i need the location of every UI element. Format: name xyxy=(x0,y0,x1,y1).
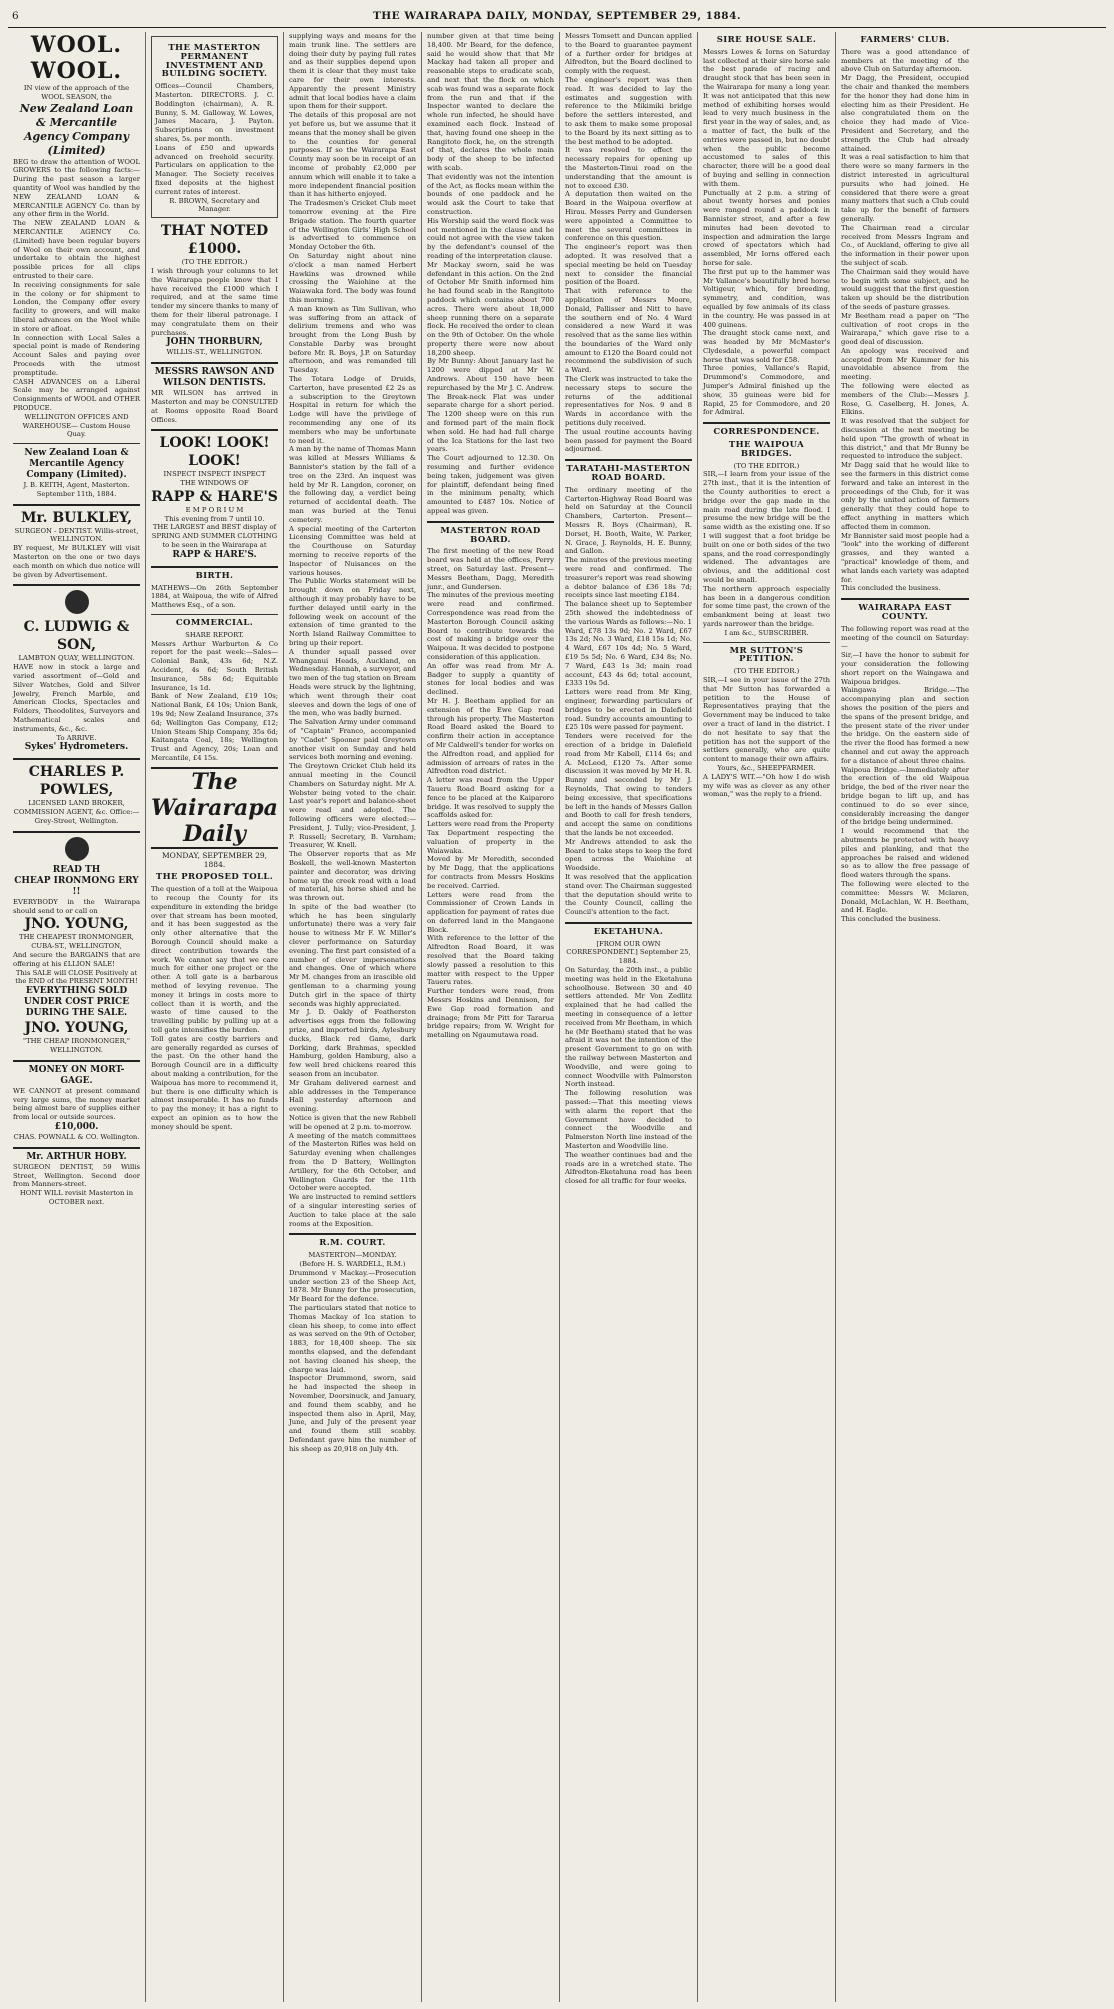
powles-title: CHARLES P. POWLES, xyxy=(28,764,125,799)
column-4: number given at that time being 18,400. Mr Beard, for the defence, said he would show that that Mr Mackay had taken all proper and reasonable steps to eradicate scab, and next that the flock on which scab was found was a separate flock from the run and that if the Inspector wanted to declare the whole run infected, he should have examined each flock. Instead of that, having found one sheep in the Rangitoto flock, he, on the strength of that, declares the whole main body of the sheep to be infected with scab. That evidently was not the intention of the Act, as flocks mean within the bounds of one paddock and he would ask the Court to take that construction. His Worship said the word flock was not mentioned in the clause and he could not agree with the view taken by the defendant's counsel of the reading of the interpretation clause. Mr Mackay sworn, said he was defendant in this action. On the 2nd of October Mr Smith informed him he had found scab in the Rangitoto paddock which contains about 700 acres. There were about 18,000 sheep running there on a separate flock. He received the order to clean on the 9th of October. On the whole property there were now about 18,200 sheep. By Mr Bunny: About January last he 1200 were dipped at Mr W. Andrews. About 150 have been repurchased by the Mr J. C. Andrew. The Break-neck Flat was under separate charge for a short period. The 1200 sheep were on this run and formed part of the main flock when sold. He had had full charge of the Ica Stations for the last two years. The Court adjourned to 12.30. On resuming and further evidence being taken, judgement was given for plaintiff, defendant being fined in the minimum penalty, which amounted to £487 10s. Notice of appeal was given. MASTERTON ROAD BOARD. The first meeting of the new Road board was held at the offices, Perry street, on Saturday last. Present—Messrs Beetham, Dagg, Meredith junr., and Gundersen. The minutes of the previous meeting were read and confirmed. Correspondence was read from the Masterton Borough Council asking Board to contribute towards the cost of making a bridge over the Waipoua. It was decided to postpone consideration of this application. An offer was read from Mr A. Badger to supply a quantity of stones for local bodies and was declined. Mr H. J. Beetham applied for an extension of the Ewe Gap road through his property. The Masterton Road Board asked the Board to confirm their action in acceptance of Mr Caldwell's tender for works on the Alfredton road, and applied for admission of arrears of rates in the Alfredton road district. A letter was read from the Upper Taueru Road Board asking for a fence to be placed at the Kaiparoro bridge. It was resolved to supply the scaffolds asked for. Letters were read from the Property Tax Department respecting the valuation of property in the Waiawaka. Moved by Mr Meredith, seconded by Mr Dagg, that the applications for contracts from Messrs Hoskins be received. Carried. Letters were read from the Commissioner of Crown Lands in application for payment of rates due on deferred land in the Mangaone Block. With reference to the letter of the Alfredton Road Board, it was resolved that the Board taking slowly passed a resolution to this matter with respect to the Upper Taueru rates. Further tenders were read, from Messrs Hoskins and Dennison, for Ewe Gap road formation and drainage; from Mr Pitt for Tararua bridge repairs; from W. Wright for metalling on Ngaumutawa road. xyxy=(422,32,560,2002)
display-line: THE LARGEST and BEST display of SPRING AND SUMMER CLOTHING to be seen in the Wairarapa at xyxy=(151,523,278,550)
farmers-heading: FARMERS' CLUB. xyxy=(860,35,950,45)
society-title: THE MASTERTON PERMANENT INVESTMENT AND BUILDING SOCIETY. xyxy=(161,43,268,80)
sire-heading: SIRE HOUSE SALE. xyxy=(716,35,817,45)
shares-body: Messrs Arthur Warburton & Co report for the past week:—Sales—Colonial Bank, 43s 6d; N.Z. Accident, 4s 6d; South British Insurance, 58s 6d; Equitable Insurance, 1s 1d. xyxy=(151,639,278,692)
ludwig-emblem-icon xyxy=(65,590,89,614)
powles-sub: LICENSED LAND BROKER, COMMISSION AGENT, &c. Office:—Grey-Street, Wellington. xyxy=(13,799,140,826)
rapp-title: RAPP & HARE'S xyxy=(151,488,278,505)
newspaper-flag: The Wairarapa Daily xyxy=(151,768,278,847)
to-editor-6: (TO THE EDITOR.) xyxy=(733,461,800,470)
thorburn-title: JOHN THORBURN, xyxy=(166,337,263,348)
column-2: THE MASTERTON PERMANENT INVESTMENT AND BUILDING SOCIETY. Offices—Council Chambers, Masterton. DIRECTORS. J. C. Boddington (chairman), A. R. Bunny, S. M. Galloway, W. Lowes, James Macara, J. Payton. Subscriptions on investment shares, 5s. per month. Loans of £50 and upwards advanced on freehold security. Particulars on application to the Manager. The Society receives fixed deposits at the highest current rates of interest. R. BROWN, Secretary and Manager. THAT NOTED £1000. (TO THE EDITOR.) I wish through your columns to let the Wairarapa people know that I have received the £1000 which I required, and at the same time tender my sincere thanks to many of them for their liberal patronage. I may congratulate them on their purchases. JOHN THORBURN, WILLIS-ST., WELLINGTON. MESSRS RAWSON AND WILSON DENTISTS. MR WILSON has arrived in Masterton and may be CONSULTED at Rooms opposite Road Board Offices. LOOK! LOOK! LOOK! INSPECT INSPECT INSPECT THE WINDOWS OF RAPP & HARE'S E M P O R I U M This evening from 7 until 10. THE LARGEST and BEST display of SPRING AND SUMMER CLOTHING to be seen in the Wairarapa at RAPP & HARE'S. BIRTH. MATHEWS—On 26th September 1884, at Waipoua, the wife of Alfred Matthews Esq., of a son. COMMERCIAL. SHARE REPORT. Messrs Arthur Warburton & Co report for the past week:—Sales—Colonial Bank, 43s 6d; N.Z. Accident, 4s 6d; South British Insurance, 58s 6d; Equitable Insurance, 1s 1d. Bank of New Zealand, £19 10s; National Bank, £4 10s; Union Bank, 19s 9d; New Zealand Insurance, 37s 6d; Wellington Gas Company, £12; Union Steam Ship Company, 35s 6d; Kaitangata Coal, 18s; Wellington Trust and Agency, 20s; Loan and Mercantile, £4 15s. The Wairarapa Daily MONDAY, SEPTEMBER 29, 1884. THE PROPOSED TOLL. The question of a toll at the Waipoua to recoup the County for its expenditure in extending the bridge over that stream has been mooted, and it has been suggested as the only other alternative that the Borough Council should make a direct contribution towards the work. We cannot say that we care much for either one project or the other. A toll gate is a barbarous method of levying revenue. The money it brings in costs more to collect than it is worth, and the waste of time caused to the travelling public by pulling up at a toll gate intensifies the burden. Toll gates are costly barriers and are generally regarded as curses of the past. On the other hand the Borough Council are in a difficulty about making a contribution, for the Waipoua has more to recommend it, but there is one difficulty which is almost insuperable. It has no funds to pay the money; it has a right to expect an opinion as to how the money should be spent. xyxy=(146,32,284,2002)
rapp2-title: RAPP & HARE'S. xyxy=(172,549,257,560)
birth-body: MATHEWS—On 26th September 1884, at Waipoua, the wife of Alfred Matthews Esq., of a son. xyxy=(151,583,278,610)
correspondence-heading: CORRESPONDENCE. xyxy=(713,427,820,438)
rawson-title: MESSRS RAWSON AND WILSON DENTISTS. xyxy=(154,367,275,389)
road-heading: MASTERTON ROAD BOARD. xyxy=(440,525,541,545)
rm-before: (Before H. S. WARDELL, R.M.) xyxy=(299,1259,406,1268)
emporium-line: E M P O R I U M xyxy=(185,505,244,514)
columns xyxy=(8,32,1106,2002)
page-title: THE WAIRARAPA DAILY, MONDAY, SEPTEMBER 29, 1884. xyxy=(372,10,742,22)
ludwig-title: C. LUDWIG & SON, xyxy=(23,619,130,654)
read-emblem-icon xyxy=(65,837,89,861)
windows-line: THE WINDOWS OF xyxy=(180,479,249,488)
wool-intro: IN view of the approach of the WOOL SEASON, the xyxy=(23,84,130,101)
to-editor: (TO THE EDITOR.) xyxy=(181,258,248,267)
dateline: MONDAY, SEPTEMBER 29, 1884. xyxy=(161,850,268,869)
young-sale: EVERYTHING SOLD UNDER COST PRICE DURING THE SALE. xyxy=(23,986,130,1019)
column-3: supplying ways and means for the main trunk line. The settlers are doing their duty by paying full rates and as their supplies depend upon them it is clear that they must take care for their own interests. Apparently the present Ministry admit that local bodies have a claim upon them for their support. The details of this proposal are not yet before us, but we assume that it means that the money shall be given to the counties for general purposes. If so the Wairarapa East County may soon be in receipt of an income of probably £2,000 per annum which will enable it to take a more independent financial position than it has hitherto enjoyed. The Tradesmen's Cricket Club meet tomorrow evening at the Fire Brigade station. The fourth quarter of the Wellington Girls' High School is advertised to commence on Monday October the 6th. On Saturday night about nine o'clock a man named Herbert Hawkins was drowned while crossing the Waiohine at the Waiawaka ford. The body was found this morning. A man known as Tim Sullivan, who was suffering from an attack of delirium tremens and who was brought from the Long Bush by Constable Darby was brought before Mr. R. Boys, J.P. on Saturday afternoon, and was remanded till Tuesday. The Totara Lodge of Druids, Carterton, have presented £2 2s as a subscription to the Greytown Hospital in return for which the Lodge will have the privilege of recommending any one of its members who may be unfortunate to need it. A man by the name of Thomas Mann was killed at Messrs Williams & Bannister's station by the fall of a tree on the 23rd. An inquest was held by Mr R. Langdon, coroner, on the following day, a verdict being returned of accidental death. The man was buried at the Tenui cemetery. A special meeting of the Carterton Licensing Committee was held at the Courthouse on Saturday morning to receive reports of the Inspector of Nuisances on the various houses. The Public Works statement will be brought down on Friday next, although it may probably have to be further delayed until early in the following week on account of the extension of time granted to the North Island Railway Committee to bring up their report. A thunder squall passed over Whanganui Heads, Auckland, on Wednesday. Hannah, a surveyor, and two men of the tug station on Bream Heads were struck by the lightning, which went through their coat sleeves and down the legs of one of the men, who was badly burned. The Salvation Army under command of "Captain" Franco, accompanied by "Cadet" Spooner paid Greytown another visit on Sunday and held services both morning and evening. The Greytown Cricket Club held its annual meeting in the Council Chambers on Saturday night. Mr A. Webster being voted to the chair. Last year's report and balance-sheet were read and adopted. The following officers were elected:—President, J. Tully; vice-President, J. P. Russell; Secretary, B. Varnham; Treasurer, W. Knell. The Observer reports that as Mr Boskell, the well-known Masterton painter and decorator, was driving home up the creek road with a load of material, his horse shied and he was thrown out. In spite of the bad weather (to which he has been singularly unfortunate) there was a very fair house to witness Mr F. W. Miller's clever performance on Saturday evening. The first part consisted of a number of clever impersonations and changes. One of which where Mr M. changes from an irascible old gentleman to a charming young Dutch girl in the space of thirty seconds was highly appreciated. Mr J. D. Oakly of Featherston advertises eggs from the following prize, and imported birds, Aylesbury ducks, Black red Game, dark Dorking, dark Brahmas, speckled Hamburg, golden Hamburg, also a few well bred chickens reared this season from an incubator. Mr Graham delivered earnest and able addresses in the Temperance Hall yesterday afternoon and evening. Notice is given that the new Rebbell will be opened at 2 p.m. to-morrow. A meeting of the match committees of the Masterton Rifles was held on Saturday evening when challenges from the D Battery, Wellington Artillery, for the 6th October, and Wellington Guards for the 11th October were accepted. We are instructed to remind settlers of a singular interesting series of Auction to take place at the sale rooms at the Exposition. R.M. COURT. MASTERTON—MONDAY. (Before H. S. WARDELL, R.M.) Drummond v Mackay.—Prosecution under section 23 of the Sheep Act, 1878. Mr Bunny for the prosecution, Mr Beard for the defence. The particulars stated that notice to Thomas Mackay of Ica station to clean his sheep, to come into effect as was served on the 9th of October, 1883, for 18,400 sheep. The six months elapsed, and the defendant not having cleaned his sheep, the charge was laid. Inspector Drummond, sworn, said he had inspected the sheep in November, Doorsinuck, and January, and found them scabby, and he inspected them also in April, May, June, and July of the present year and found them still scabby. Defendant gave him the number of his sheep as 20,918 on July 4th. xyxy=(284,32,422,2002)
rm-heading: R.M. COURT. xyxy=(319,1238,386,1249)
to-editor-6b: (TO THE EDITOR.) xyxy=(733,667,800,676)
road2-heading: TARATAHI-MASTERTON ROAD BOARD. xyxy=(566,464,691,484)
secretary: R. BROWN, Secretary and Manager. xyxy=(169,196,260,214)
page-number: 6 xyxy=(12,10,20,22)
commercial-heading: COMMERCIAL. xyxy=(175,618,254,629)
bulkley-title: Mr. BULKLEY, xyxy=(21,509,132,526)
readth-title: READ TH xyxy=(52,864,101,875)
sykes-title: Sykes' Hydrometers. xyxy=(24,742,129,753)
toll-heading: THE PROPOSED TOLL. xyxy=(155,872,274,883)
company-name: New Zealand Loan & Mercantile Agency Company (Limited) xyxy=(19,101,134,157)
sutton-heading: MR SUTTON'S PETITION. xyxy=(729,645,804,665)
inspect-line: INSPECT INSPECT INSPECT xyxy=(163,470,266,479)
signed-1: I am &c., SUBSCRIBER. xyxy=(724,628,809,637)
society-body: Offices—Council Chambers, Masterton. DIRECTORS. J. C. Boddington (chairman), A. R. Bunny, S. M. Galloway, W. Lowes, James Macara, J. Payton. Subscriptions on investment shares, 5s. per month. xyxy=(155,82,274,143)
wool-ad-title: WOOL. WOOL. xyxy=(30,32,123,84)
waipoua-heading: THE WAIPOUA BRIDGES. xyxy=(728,440,805,459)
birth-heading: BIRTH. xyxy=(195,570,234,581)
company-body: BEG to draw the attention of WOOL GROWERS to the following facts:— During the past season a larger quantity of Wool was handled by the NEW ZEALAND LOAN & MERCANTILE AGENCY Co. than by any other firm in the World. xyxy=(13,157,140,219)
column-6: SIRE HOUSE SALE. Messrs Lowes & Iorns on Saturday last collected at their sire horse sale the best parade of racing and draught stock that has been seen in the Wairarapa for many a long year. It was not anticipated that this new method of exhibiting horses would lead to very much business in the first year in the way of sales, and, as a matter of fact, the bulk of the entries were passed in, but no doubt when the public become accustomed to sales of this character, there will be a good deal of buying and selling in connection with them. Punctually at 2 p.m. a string of about twenty horses and ponies were ranged round a paddock in Bannister street, and after a few minutes had been devoted to inspection and admiration the large crowd of spectators which had assembled, Mr Iorns offered each horse for sale. The first put up to the hammer was Mr Vallance's beautifully bred horse Voltigeur, which, for breeding, symmetry, and condition, was equalled by few animals of its class in the country. He was passed in at 400 guineas. The draught stock came next, and was headed by Mr McMaster's Clydesdale, a powerful compact horse that was sold for £58. Three ponies, Vallance's Rapid, Drummond's Commodore, and Jumper's Admiral finished up the show, 35 guineas were bid for Rapid, 25 for Commodore, and 20 for Admiral. CORRESPONDENCE. THE WAIPOUA BRIDGES. (TO THE EDITOR.) SIR,—I learn from your issue of the 27th inst., that it is the intention of the County authorities to erect a bridge over the gap made in the main road during the late flood. I presume the new bridge will be the same width as the existing one. If so I will suggest that a foot bridge be built on one or both sides of the two spans, and the road correspondingly widened. The advantages are obvious, and the additional cost would be small. The northern approach especially has been in a dangerous condition for some time past, the crown of the embankment being at least two yards narrower than the bridge. I am &c., SUBSCRIBER. MR SUTTON'S PETITION. (TO THE EDITOR.) SIR,—I see in your issue of the 27th that Mr Sutton has forwarded a petition to the House of Representatives praying that the Government may be induced to take over a tract of land in the district. I do not hesitate to say that the petition has not the support of the settlers generally, who are quite content to manage their own affairs. Yours, &c., SHEEPFARMER. A LADY'S WIT.—"Oh how I do wish my wife was as clever as any other woman," was the reply to a friend. xyxy=(698,32,836,2002)
bulkley-sub: SURGEON - DENTIST. Willis-street, WELLINGTON. xyxy=(14,526,139,544)
money-amount: £10,000. xyxy=(54,1121,99,1132)
agent-line: J. B. KEITH, Agent, Masterton. xyxy=(23,481,130,490)
evening-line: This evening from 7 until 10. xyxy=(164,514,265,523)
nz-loan-title: New Zealand Loan & Mercantile Agency Company (Limited). xyxy=(24,448,129,481)
east-county-heading: WAIRARAPA EAST COUNTY. xyxy=(858,603,952,622)
hoby-sub: HONT WILL revisit Masterton in OCTOBER next. xyxy=(19,1189,134,1206)
young2-title: JNO. YOUNG, xyxy=(24,1020,129,1037)
shares-heading: SHARE REPORT. xyxy=(185,630,244,639)
column-1: WOOL. WOOL. IN view of the approach of the WOOL SEASON, the New Zealand Loan & Mercantile Agency Company (Limited) BEG to draw the attention of WOOL GROWERS to the following facts:— During the past season a larger quantity of Wool was handled by the NEW ZEALAND LOAN & MERCANTILE AGENCY Co. than by any other firm in the World. The NEW ZEALAND LOAN & MERCANTILE AGENCY Co. (Limited) have been regular buyers of Wool on their own account, and undertake to obtain the highest possible prices for all clips entrusted to their care. In receiving consignments for sale in the colony or for shipment to London, the Company offer every facility to growers, and will make liberal advances on the Wool while in store or afloat. In connection with Local Sales a special point is made of Rendering Account Sales and paying over Proceeds with the utmost promptitude. CASH ADVANCES on a Liberal Scale may be arranged against Consignments of WOOL and OTHER PRODUCE. WELLINGTON OFFICES AND WAREHOUSE— Custom House Quay. New Zealand Loan & Mercantile Agency Company (Limited). J. B. KEITH, Agent, Masterton. September 11th, 1884. Mr. BULKLEY, SURGEON - DENTIST. Willis-street, WELLINGTON. BY request, Mr BULKLEY will visit Masterton on the one or two days each month on which due notice will be given by Advertisement. C. LUDWIG & SON, LAMBTON QUAY, WELLINGTON. HAVE now in stock a large and varied assortment of—Gold and Silver Watches, Gold and Silver Jewelry, French Marble, and American Clocks, Spectacles and Folders, Theodolites, Surveyors and Mathematical scales and instruments, &c., &c. To ARRIVE. Sykes' Hydrometers. CHARLES P. POWLES, LICENSED LAND BROKER, COMMISSION AGENT, &c. Office:—Grey-Street, Wellington. READ TH CHEAP IRONMONG ERY !! EVERYBODY in the Wairarapa should send to or call on JNO. YOUNG, THE CHEAPEST IRONMONGER, CUBA-ST., WELLINGTON, And secure the BARGAINS that are offering at his £LLION SALE! This SALE will CLOSE Positively at the END of the PRESENT MONTH! EVERYTHING SOLD UNDER COST PRICE DURING THE SALE. JNO. YOUNG, "THE CHEAP IRONMONGER," WELLINGTON. MONEY ON MORT-GAGE. WE CANNOT at present command very large sums, the money market being almost bare of supplies either from local or outside sources. £10,000. CHAS. POWNALL & CO. Wellington. Mr. ARTHUR HOBY. SURGEON DENTIST, 59 Willis Street, Wellington. Second door from Manners-street. HONT WILL revisit Masterton in OCTOBER next. xyxy=(8,32,146,2002)
correspondent-line: [FROM OUR OWN CORRESPONDENT.] September 25, 1884. xyxy=(566,939,691,966)
road-body: The first meeting of the new Road board was held at the offices, Perry street, on Saturday last. Present—Messrs Beetham, Dagg, Meredith junr., and Gundersen. xyxy=(427,547,554,591)
eketahuna-heading: EKETAHUNA. xyxy=(593,926,664,937)
rm-sub: MASTERTON—MONDAY. xyxy=(308,1251,397,1260)
column-5: Messrs Tomsett and Duncan applied to the Board to guarantee payment of a further order for bridges at Alfredton, but the Board declined to comply with the request. The engineer's report was then read. It was decided to lay the estimates and suggestion with reference to the Mikimiki bridge before the settlers interested, and to ask them to make some proposal to the Board by its next sitting as to the best method to be adopted. It was resolved to effect the necessary repairs for opening up the Masterton-Tinui road on the understanding that the amount is not to exceed £30. A deputation then waited on the Board in the Waipoua overflow at Hirau. Messrs Perry and Gundersen were appointed a Committee to meet the several committees in conference on this question. The engineer's report was then adopted. It was resolved that a special meeting be held on Tuesday next to consider the financial position of the Board. That with reference to the application of Messrs Moore, Donald, Pallisser and Nitt to have the southern end of No. 4 Ward considered a new Ward it was resolved that as the same lies within the boundaries of the Ward only amount to £120 the Board could not recommend the subdivision of such a Ward. The Clerk was instructed to take the necessary steps to secure the returns of the additional representatives for Nos. 9 and 8 Wards in accordance with the petitions duly received. The usual routine accounts having been passed for payment the Board adjourned. TARATAHI-MASTERTON ROAD BOARD. The ordinary meeting of the Carterton-Highway Road Board was held on Saturday at the Council Chambers, Carterton. Present—Messrs R. Boys (Chairman), R. Dorset, H. Booth, Waite, W. Parker, N. Grace, J. Reynolds, H. E. Bunny, and Gallon. The minutes of the previous meeting were read and confirmed. The treasurer's report was read showing a debtor balance of £36 18s 7d; receipts since last meeting £184. The balance sheet up to September 25th showed the indebtedness of the various Wards as follows:—No. 1 Ward, £78 13s 9d; No. 2 Ward, £67 13s 2d; No. 3 Ward, £18 15s 1d; No. 4 Ward, £67 10s 4d; No. 5 Ward, £19 5s 5d; No. 6 Ward, £34 8s; No. 7 Ward, £43 1s 3d; main road account, £43 4s 6d; total account, £333 19s 5d. Letters were read from Mr King, engineer, forwarding particulars of bridges to be erected in Dalefield road. Sundry accounts amounting to £25 10s were passed for payment. Tenders were received for the erection of a bridge in Dalefield road from Mr Kabell, £114 6s; and A. McLeod, £120 7s. After some discussion it was moved by Mr H. R. Bunny and seconded by Mr J. Reynolds, That owing to tenders being excessive, that specifications be left in the hands of Messrs Gallon and Booth to call for fresh tenders, and accept the same on conditions that the lands be not exceeded. Mr Andrews attended to ask the Board to take steps to keep the ford open across the Waiohine at Woodside. It was resolved that the application stand over. The Chairman suggested that the deputation should write to the County Council, calling the Council's attention to the fact. EKETAHUNA. [FROM OUR OWN CORRESPONDENT.] September 25, 1884. On Saturday, the 20th inst., a public meeting was held in the Eketahuna schoolhouse. Between 30 and 40 settlers attended. Mr Von Zedlitz explained that he had called the meeting in consequence of a letter received from Mr Beetham, in which he (Mr Beetham) stated that he was afraid it was not the intention of the present Government to go on with the railway between Masterton and Woodville, and were going to connect Woodville with Palmerston North instead. The following resolution was passed:—That this meeting views with alarm the report that the Government have decided to connect the Woodville and Palmerston North line instead of the Masterton and Woodville line. The weather continues bad and the roads are in a wretched state. The Alfredton-Eketahuna road has been closed for all traffic for four weeks. xyxy=(560,32,698,2002)
cheap-title: CHEAP IRONMONG ERY !! xyxy=(14,875,139,897)
young-sub: THE CHEAPEST IRONMONGER, CUBA-ST., WELLINGTON, xyxy=(19,933,134,951)
masthead xyxy=(8,6,1106,28)
noted-title: THAT NOTED £1000. xyxy=(160,223,269,258)
column-7: FARMERS' CLUB. There was a good attendance of members at the meeting of the above Club on Saturday afternoon. Mr Dagg, the President, occupied the chair and thanked the members for the honor they had done him in electing him as their President. He also congratulated them on the choice they had made of Vice-President and Secretary, and the strength the Club had already attained. It was a real satisfaction to him that there were so many farmers in the district interested in agricultural pursuits who had joined. He considered that there were a great many matters that such a Club could take up for the benefit of farmers generally. The Chairman read a circular received from Messrs Ingram and Co., of Auckland, offering to give all the information in their power upon the subject of scab. The Chairman said they would have to begin with some subject, and he would suggest that the first question taken up should be the distribution of the seeds of pasture grasses. Mr Beetham read a paper on "The cultivation of root crops in the Wairarapa," which gave rise to a good deal of discussion. An apology was received and accepted from Mr Kummer for his unavoidable absence from the meeting. The following were elected as members of the Club:—Messrs J. Rose, G. Caselberg, H. Jones, A. Elkins. It was resolved that the subject for discussion at the next meeting be held upon "The growth of wheat in this district," and that Mr Bunny be requested to introduce the subject. Mr Dagg said that he would like to see the farmers in this district come forward and take an interest in the proceedings of the Club, for it was only by the united action of farmers generally that they could hope to effect anything in matters which affected them in common. Mr Bannister said most people had a "look" into the working of different grasses, and they wanted a "practical" knowledge of them, and what lands each variety was adapted for. This concluded the business. WAIRARAPA EAST COUNTY. The following report was read at the meeting of the council on Saturday:— Sir,—I have the honor to submit for your consideration the following short report on the Waingawa and Waipoua bridges. Waingawa Bridge.—The accompanying plan and section shows the position of the piers and the spans of the present bridge, and the present state of the river under the bridge. On the eastern side of the river the flood has formed a new channel and cut away the approach for a distance of about three chains. Waipoua Bridge.—Immediately after the erection of the old Waipoua bridge, the bed of the river near the bridge began to lift up, and has continued to do so ever since, considerably increasing the danger of the bridge being undermined. I would recommend that the abutments be protected with heavy piles and planking, and that the approaches be raised and widened so as to allow the free passage of flood waters through the spans. The following were elected to the committee: Messrs W. Mclaren, Donald, McLachlan, W. H. Beetham, and H. Eagle. This concluded the business. xyxy=(841,35,969,924)
society-box: THE MASTERTON PERMANENT INVESTMENT AND BUILDING SOCIETY. Offices—Council Chambers, Masterton. DIRECTORS. J. C. Boddington (chairman), A. R. Bunny, S. M. Galloway, W. Lowes, James Macara, J. Payton. Subscriptions on investment shares, 5s. per month. Loans of £50 and upwards advanced on freehold security. Particulars on application to the Manager. The Society receives fixed deposits at the highest current rates of interest. R. BROWN, Secretary and Manager. xyxy=(151,36,278,218)
ludwig-sub: LAMBTON QUAY, WELLINGTON. xyxy=(18,654,135,663)
young-title: JNO. YOUNG, xyxy=(24,916,129,933)
signed-2: Yours, &c., SHEEPFARMER. xyxy=(717,763,816,772)
young2-sub: "THE CHEAP IRONMONGER," WELLINGTON. xyxy=(22,1037,131,1054)
look-title: LOOK! LOOK! LOOK! xyxy=(159,435,270,470)
hoby-title: Mr. ARTHUR HOBY. xyxy=(26,1151,127,1162)
thorburn-sub: WILLIS-ST., WELLINGTON. xyxy=(166,348,263,357)
money-title: MONEY ON MORT-GAGE. xyxy=(28,1064,125,1086)
